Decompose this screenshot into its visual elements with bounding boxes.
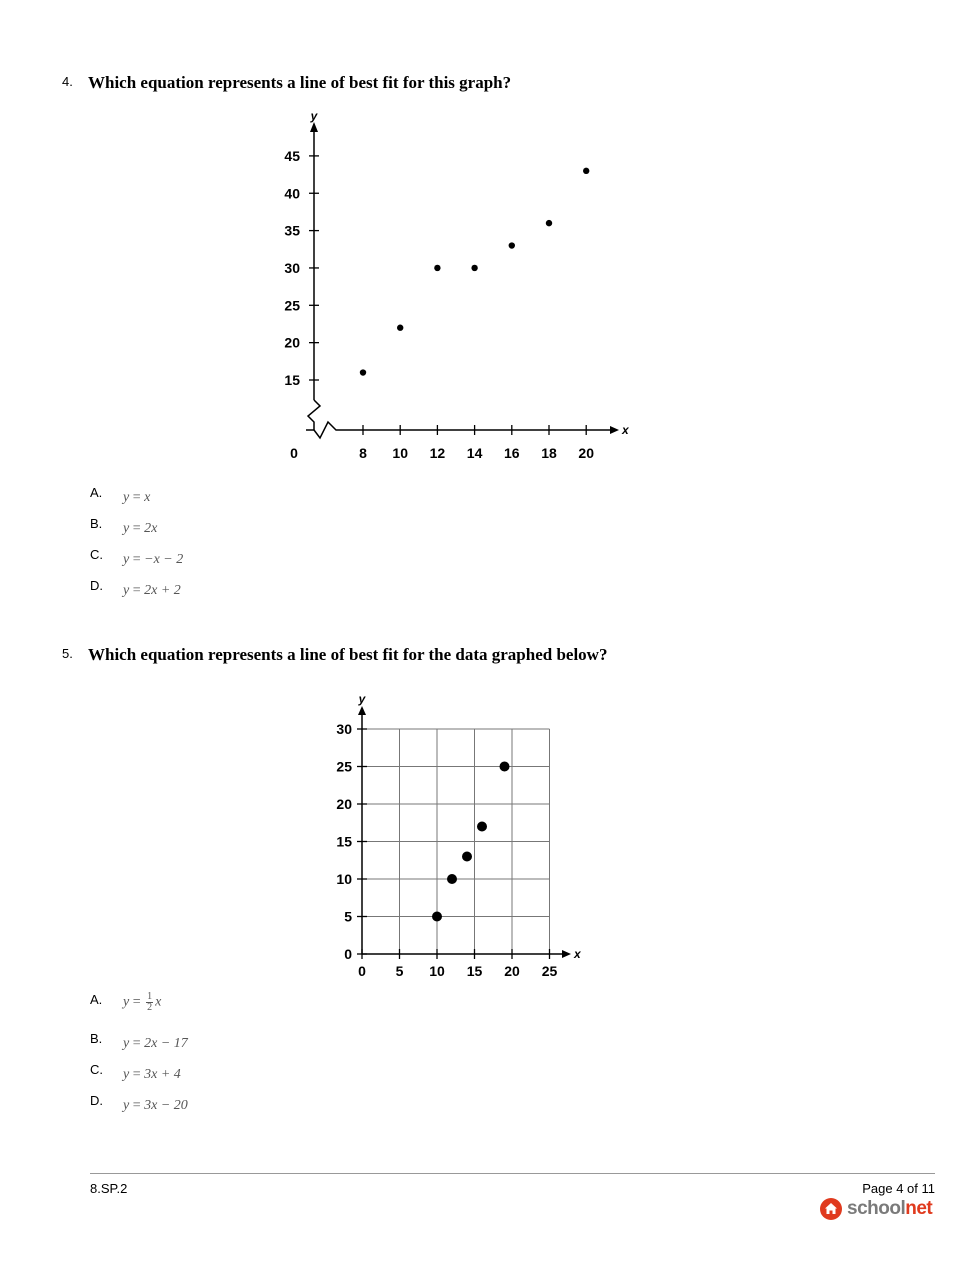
option-a-equation[interactable]	[123, 992, 161, 1013]
data-point	[500, 762, 510, 772]
x-axis-label: x	[574, 947, 581, 961]
equation-sign: =	[132, 490, 141, 505]
data-point	[360, 369, 366, 375]
equation-lhs: y	[123, 1067, 130, 1082]
option-letter: B.	[90, 516, 103, 531]
equation-rhs: −x − 2	[144, 552, 184, 567]
equation-sign: =	[132, 1098, 141, 1113]
y-tick-label: 45	[284, 147, 300, 164]
equation-rhs: x	[144, 490, 151, 505]
x-tick-label: 25	[541, 963, 558, 979]
x-tick-label: 8	[359, 445, 367, 461]
equation-lhs: y	[123, 1036, 130, 1051]
y-tick-label: 30	[284, 259, 300, 276]
question-number: 4.	[62, 74, 73, 89]
x-tick-label: 20	[504, 963, 520, 979]
fraction-denominator: 2	[147, 1002, 153, 1013]
x-axis-arrow	[610, 426, 619, 434]
data-point	[471, 265, 477, 271]
option-letter: A.	[90, 485, 103, 500]
y-tick-label: 40	[284, 185, 300, 202]
option-letter: D.	[90, 1093, 103, 1108]
equation-lhs: y	[123, 552, 130, 567]
brand-main: school	[847, 1198, 906, 1219]
y-tick-label: 15	[284, 372, 300, 388]
house-icon	[820, 1198, 842, 1220]
x-tick-label: 12	[429, 445, 446, 461]
origin-label: 0	[290, 445, 298, 461]
scatter-chart-q5	[320, 685, 590, 985]
equation-rhs: 3x − 20	[144, 1098, 188, 1113]
equation-sign: =	[132, 552, 141, 567]
data-point	[546, 220, 552, 226]
equation-rhs: 2x	[144, 521, 158, 536]
y-tick-label: 25	[284, 297, 300, 314]
equation-sign: =	[132, 1036, 141, 1051]
equation-lhs: y	[123, 490, 130, 505]
equation-sign: =	[132, 994, 141, 1010]
y-tick-label: 20	[284, 334, 300, 351]
option-d-equation[interactable]	[123, 583, 181, 599]
x-tick-label: 18	[541, 445, 557, 461]
y-tick-label: 35	[284, 222, 300, 239]
data-point	[397, 325, 403, 331]
option-letter: A.	[90, 992, 103, 1007]
y-tick-label: 15	[336, 833, 352, 850]
question-text: Which equation represents a line of best fit for the data graphed below?	[88, 645, 608, 664]
question-text: Which equation represents a line of best fit for this graph?	[88, 73, 512, 92]
footer-divider	[90, 1173, 935, 1174]
data-point	[583, 168, 589, 174]
option-letter: D.	[90, 578, 103, 593]
standard-code: 8.SP.2	[90, 1181, 128, 1196]
equation-rhs: x	[155, 994, 162, 1010]
brand-accent: net	[905, 1198, 933, 1219]
x-tick-label: 15	[466, 963, 483, 979]
x-axis-break	[314, 422, 340, 438]
y-axis-arrow	[310, 122, 318, 132]
option-c-equation[interactable]	[123, 552, 183, 568]
x-tick-label: 14	[466, 445, 483, 461]
option-b-equation[interactable]	[123, 1036, 188, 1052]
x-tick-label: 16	[504, 445, 520, 461]
equation-sign: =	[132, 1067, 141, 1082]
y-tick-label: 30	[336, 721, 352, 737]
data-point	[432, 912, 442, 922]
schoolnet-logo	[820, 1196, 932, 1222]
x-tick-label: 0	[358, 963, 366, 979]
equation-rhs: 3x + 4	[144, 1067, 181, 1082]
question-number: 5.	[62, 646, 73, 661]
equation-lhs: y	[123, 583, 130, 598]
option-b-equation[interactable]	[123, 521, 157, 537]
option-a-equation[interactable]	[123, 490, 150, 506]
x-tick-label: 20	[578, 445, 594, 461]
brand-wordmark	[847, 1198, 932, 1220]
option-letter: C.	[90, 547, 103, 562]
y-tick-label: 25	[336, 758, 352, 775]
y-axis-label: y	[358, 692, 366, 706]
x-axis-arrow	[562, 950, 571, 958]
equation-sign: =	[132, 521, 141, 536]
fraction	[146, 992, 153, 1013]
scatter-chart-q4	[270, 110, 630, 470]
option-letter: C.	[90, 1062, 103, 1077]
data-point	[462, 852, 472, 862]
fraction-numerator: 1	[147, 991, 153, 1002]
x-axis-label: x	[622, 423, 629, 437]
page-number: Page 4 of 11	[862, 1181, 935, 1196]
y-axis-label: y	[310, 110, 318, 123]
equation-lhs: y	[123, 521, 130, 536]
equation-rhs: 2x − 17	[144, 1036, 188, 1051]
equation-lhs: y	[123, 1098, 130, 1113]
x-tick-label: 10	[429, 963, 445, 979]
y-axis-arrow	[358, 706, 366, 715]
y-axis-break	[308, 400, 320, 430]
x-tick-label: 10	[392, 445, 408, 461]
y-tick-label: 20	[336, 796, 352, 812]
y-tick-label: 10	[336, 871, 352, 887]
x-tick-label: 5	[395, 963, 404, 979]
option-letter: B.	[90, 1031, 103, 1046]
data-point	[447, 874, 457, 884]
equation-sign: =	[132, 583, 141, 598]
data-point	[509, 242, 515, 248]
y-tick-label: 5	[344, 908, 352, 925]
equation-lhs: y	[123, 994, 130, 1010]
option-c-equation[interactable]	[123, 1067, 181, 1083]
equation-rhs: 2x + 2	[144, 583, 181, 598]
data-point	[434, 265, 440, 271]
option-d-equation[interactable]	[123, 1098, 188, 1114]
y-tick-label: 0	[344, 946, 352, 962]
data-point	[477, 822, 487, 832]
